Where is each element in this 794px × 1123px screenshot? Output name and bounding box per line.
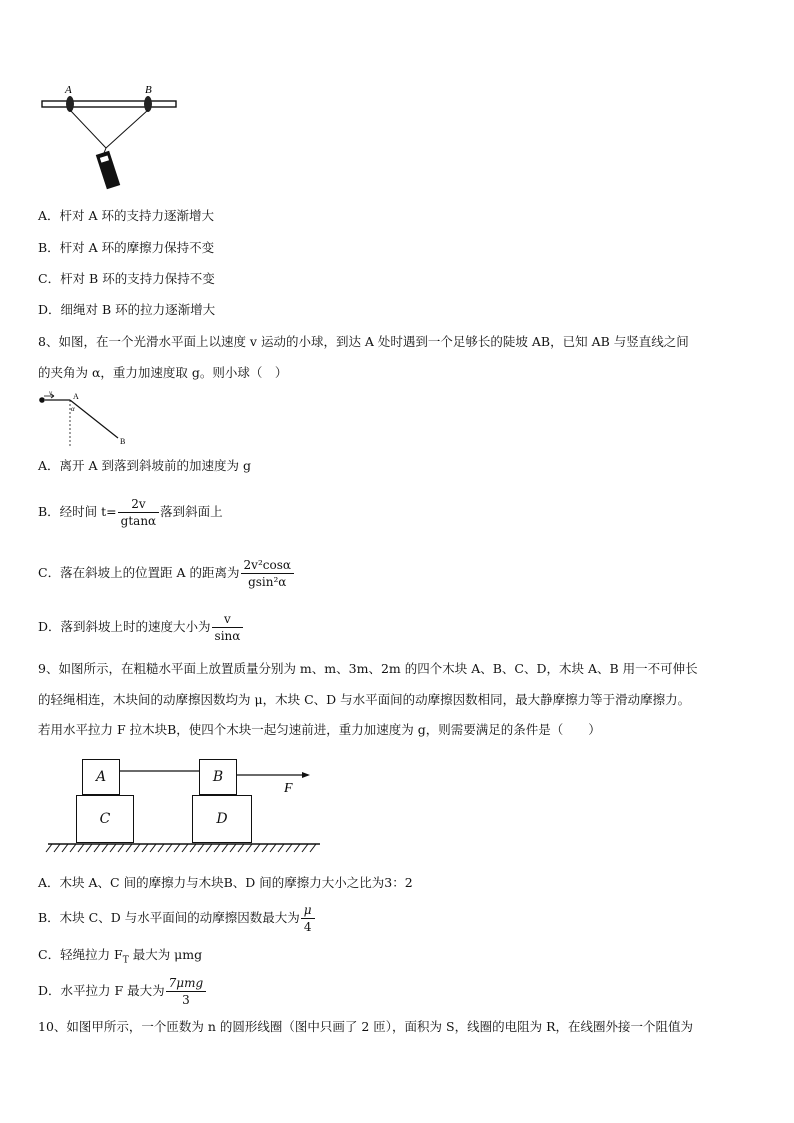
block-d: D bbox=[192, 795, 252, 843]
q9-option-c bbox=[38, 947, 202, 969]
q8-option-b-numerator: 2v bbox=[118, 497, 160, 513]
q7-option-c: C．杆对 B 环的支持力保持不变 bbox=[38, 271, 215, 286]
slope-a-label: A bbox=[73, 392, 79, 401]
q8-option-b bbox=[38, 496, 223, 528]
q8-option-a: A．离开 A 到落到斜坡前的加速度为 g bbox=[38, 458, 251, 473]
q9-stem-line2: 的轻绳相连，木块间的动摩擦因数均为 μ，木块 C、D 与水平面间的动摩擦因数相同，最大静摩擦力等于滑动摩擦力。 bbox=[38, 692, 691, 707]
ring-b bbox=[144, 96, 152, 112]
ring-a bbox=[66, 96, 74, 112]
ring-rod-figure bbox=[38, 80, 188, 200]
slope-figure bbox=[38, 390, 138, 448]
q9-option-c-suffix: 最大为 μmg bbox=[128, 947, 203, 962]
q9-option-d-prefix: D．水平拉力 F 最大为 bbox=[38, 983, 165, 998]
force-label: F bbox=[284, 781, 293, 796]
ring-b-label: B bbox=[145, 84, 152, 96]
q9-option-b bbox=[38, 902, 316, 934]
q9-option-c-text: C．轻绳拉力 F bbox=[38, 947, 123, 962]
q8-option-d-denominator: sinα bbox=[214, 629, 241, 643]
q9-option-b-numerator: μ bbox=[301, 903, 315, 919]
q9-option-d-fraction bbox=[166, 976, 207, 1007]
ball bbox=[39, 397, 45, 403]
q9-option-d bbox=[38, 975, 207, 1007]
q7-option-d: D．细绳对 B 环的拉力逐渐增大 bbox=[38, 302, 216, 317]
slope-v-label: v bbox=[49, 390, 53, 397]
q9-option-d-denominator: 3 bbox=[182, 993, 190, 1007]
hanging-object bbox=[96, 151, 120, 190]
slope-b-label: B bbox=[120, 437, 126, 446]
ring-a-label: A bbox=[65, 84, 72, 96]
q7-option-b: B．杆对 A 环的摩擦力保持不变 bbox=[38, 240, 215, 255]
q9-option-b-prefix: B．木块 C、D 与水平面间的动摩擦因数最大为 bbox=[38, 910, 300, 925]
q10-stem-line1: 10、如图甲所示，一个匝数为 n 的圆形线圈（图中只画了 2 匝），面积为 S，线圈的电阻为 R，在线圈外接一个阻值为 bbox=[38, 1019, 693, 1034]
block-a: A bbox=[82, 759, 120, 795]
q8-option-d-prefix: D．落到斜坡上时的速度大小为 bbox=[38, 619, 211, 634]
q9-option-d-numerator: 7μmg bbox=[166, 976, 207, 992]
block-c: C bbox=[76, 795, 134, 843]
q8-option-d-numerator: v bbox=[212, 612, 244, 628]
q8-stem-line2: 的夹角为 α，重力加速度取 g。则小球（ ） bbox=[38, 365, 288, 380]
q8-stem-line1: 8、如图，在一个光滑水平面上以速度 v 运动的小球，到达 A 处时遇到一个足够长的陡坡 AB，已知 AB 与竖直线之间 bbox=[38, 334, 689, 349]
q9-option-b-fraction bbox=[301, 903, 315, 934]
q8-option-b-prefix: B．经时间 t= bbox=[38, 504, 117, 519]
blocks-figure bbox=[44, 756, 324, 856]
q8-option-d-fraction bbox=[212, 612, 244, 643]
q8-option-c-prefix: C．落在斜坡上的位置距 A 的距离为 bbox=[38, 565, 240, 580]
q9-stem-line1: 9、如图所示，在粗糙水平面上放置质量分别为 m、m、3m、2m 的四个木块 A、B、C、D，木块 A、B 用一不可伸长 bbox=[38, 661, 698, 676]
q7-option-a: A．杆对 A 环的支持力逐渐增大 bbox=[38, 208, 215, 223]
q9-option-c-subscript: T bbox=[122, 955, 129, 966]
q9-option-b-denominator: 4 bbox=[303, 920, 312, 934]
q8-option-b-fraction bbox=[118, 497, 160, 528]
q8-option-c bbox=[38, 557, 295, 589]
block-b: B bbox=[199, 759, 237, 795]
q9-option-a: A．木块 A、C 间的摩擦力与木块B、D 间的摩擦力大小之比为3：2 bbox=[38, 875, 413, 890]
q9-stem-line3: 若用水平拉力 F 拉木块B，使四个木块一起匀速前进，重力加速度为 g，则需要满足的条件是（ ） bbox=[38, 722, 601, 737]
q8-option-b-denominator: gtanα bbox=[120, 514, 157, 528]
q8-option-c-numerator: 2v²cosα bbox=[241, 558, 294, 574]
q8-option-b-suffix: 落到斜面上 bbox=[160, 504, 223, 519]
q8-option-c-denominator: gsin²α bbox=[248, 575, 287, 589]
q8-option-c-fraction bbox=[241, 558, 294, 589]
q8-option-d bbox=[38, 611, 244, 643]
slope-alpha-label: α bbox=[71, 405, 75, 413]
